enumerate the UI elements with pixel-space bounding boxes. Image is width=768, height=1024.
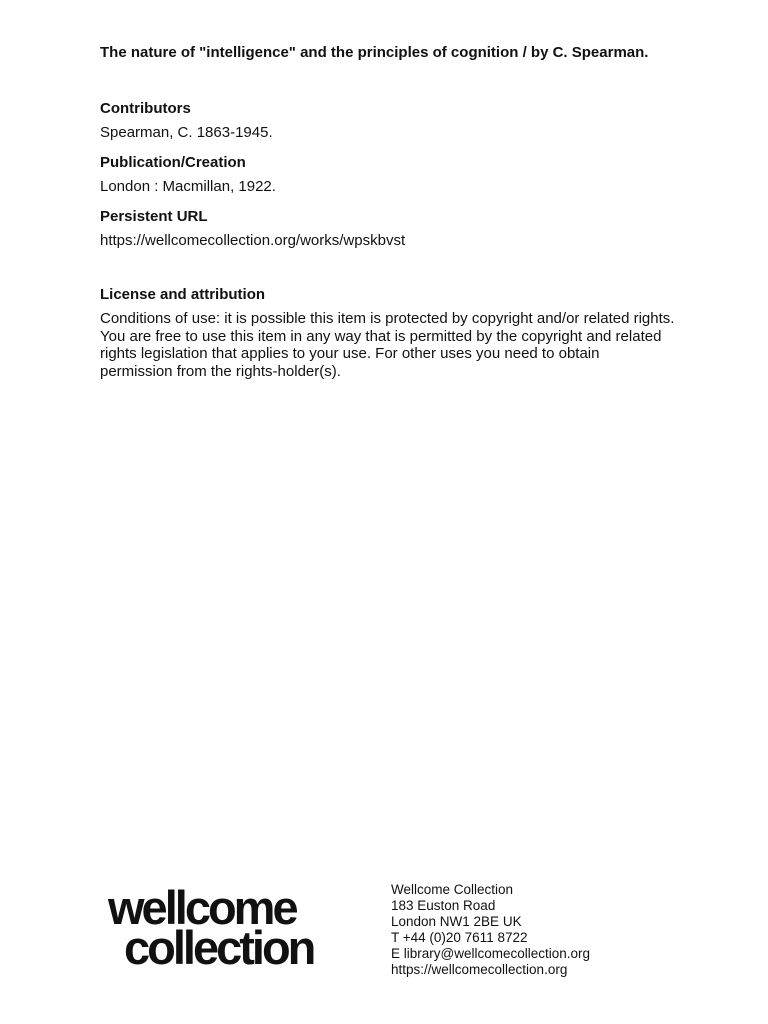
persistent-url-label: Persistent URL	[100, 208, 208, 225]
publication-label: Publication/Creation	[100, 154, 246, 171]
persistent-url-link[interactable]: https://wellcomecollection.org/works/wpskbvst	[100, 232, 406, 249]
address-name: Wellcome Collection	[391, 882, 514, 897]
address-city: London NW1 2BE UK	[391, 914, 522, 929]
logo-line-wellcome: wellcome	[108, 881, 296, 934]
address-website[interactable]: https://wellcomecollection.org	[391, 962, 568, 977]
license-label: License and attribution	[100, 286, 266, 303]
contributors-value: Spearman, C. 1863-1945.	[100, 124, 273, 141]
record-details	[100, 44, 675, 380]
address-street: 183 Euston Road	[391, 898, 496, 913]
record-title: The nature of "intelligence" and the principles of cognition / by C. Spearman.	[100, 44, 649, 61]
license-text: Conditions of use: it is possible this item is protected by copyright and/or related rights. You are free to use this item in any way that is permitted by the copyright and related rights legislation that applies to your use. For other uses you need to obtain permission from the rights-holder(s).	[100, 310, 675, 380]
publication-value: London : Macmillan, 1922.	[100, 178, 276, 195]
address-block	[391, 882, 590, 978]
address-phone: T +44 (0)20 7611 8722	[391, 930, 528, 945]
contributors-label: Contributors	[100, 100, 191, 117]
address-email[interactable]: E library@wellcomecollection.org	[391, 946, 591, 961]
wellcome-collection-logo	[108, 881, 314, 974]
footer	[108, 882, 668, 992]
logo-line-collection: collection	[124, 921, 314, 974]
